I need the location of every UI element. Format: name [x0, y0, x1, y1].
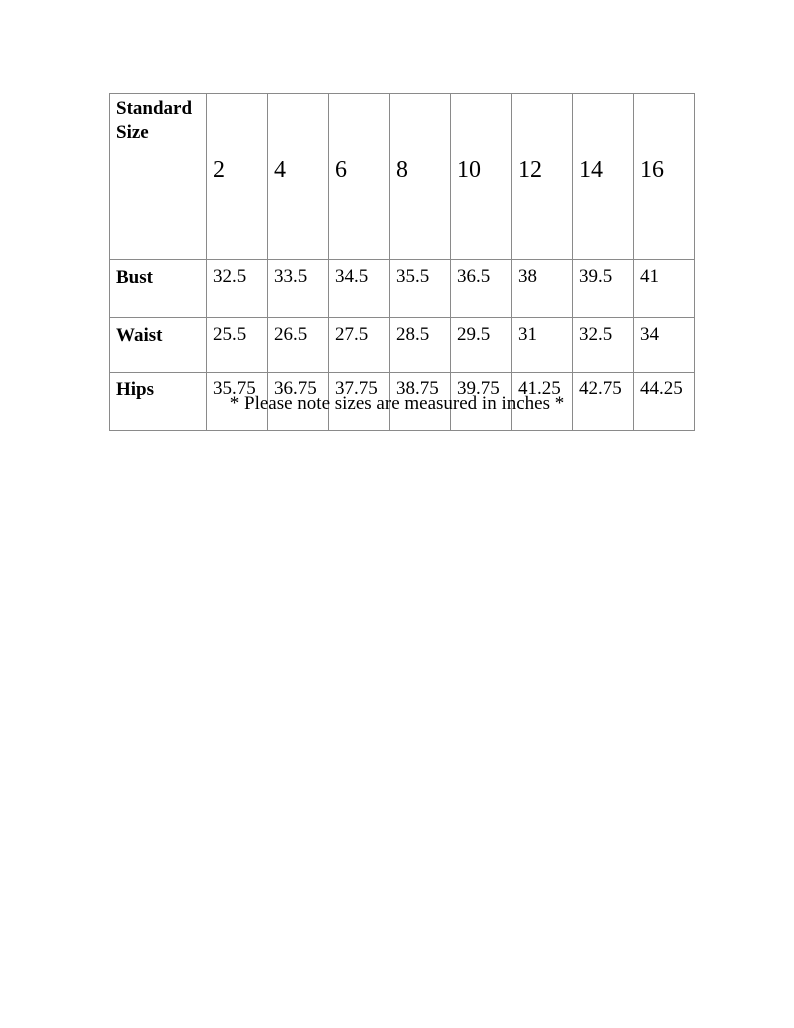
- table-row: [110, 260, 695, 318]
- size-header: 2: [207, 94, 268, 260]
- measurement-cell: 35.5: [390, 260, 451, 318]
- measurement-cell: 38.75: [390, 373, 451, 431]
- measurement-cell: 26.5: [268, 318, 329, 373]
- table-row: [110, 318, 695, 373]
- measurement-cell: 32.5: [573, 318, 634, 373]
- measurement-cell: 25.5: [207, 318, 268, 373]
- measurement-cell: 32.5: [207, 260, 268, 318]
- measurement-cell: 36.5: [451, 260, 512, 318]
- measurement-cell: 35.75: [207, 373, 268, 431]
- row-label-waist: Waist: [110, 318, 207, 373]
- measurement-cell: 29.5: [451, 318, 512, 373]
- measurement-cell: 27.5: [329, 318, 390, 373]
- size-chart-table: [109, 93, 695, 431]
- measurement-cell: 41.25: [512, 373, 573, 431]
- measurement-cell: 42.75: [573, 373, 634, 431]
- size-header: 10: [451, 94, 512, 260]
- measurement-cell: 39.5: [573, 260, 634, 318]
- measurement-cell: 38: [512, 260, 573, 318]
- size-header: 14: [573, 94, 634, 260]
- measurement-cell: 31: [512, 318, 573, 373]
- measurement-cell: 34.5: [329, 260, 390, 318]
- row-label-hips: Hips: [110, 373, 207, 431]
- size-header: 6: [329, 94, 390, 260]
- header-row: [110, 94, 695, 260]
- measurement-cell: 39.75: [451, 373, 512, 431]
- size-header: 12: [512, 94, 573, 260]
- measurement-note: * Please note sizes are measured in inches *: [229, 393, 565, 414]
- measurement-cell: 33.5: [268, 260, 329, 318]
- size-header: 8: [390, 94, 451, 260]
- measurement-cell: 44.25: [634, 373, 695, 431]
- size-header: 4: [268, 94, 329, 260]
- size-header: 16: [634, 94, 695, 260]
- row-label-bust: Bust: [110, 260, 207, 318]
- measurement-cell: 34: [634, 318, 695, 373]
- measurement-cell: 41: [634, 260, 695, 318]
- measurement-cell: 28.5: [390, 318, 451, 373]
- standard-size-label: Standard Size: [110, 94, 207, 260]
- measurement-cell: 36.75: [268, 373, 329, 431]
- measurement-cell: 37.75: [329, 373, 390, 431]
